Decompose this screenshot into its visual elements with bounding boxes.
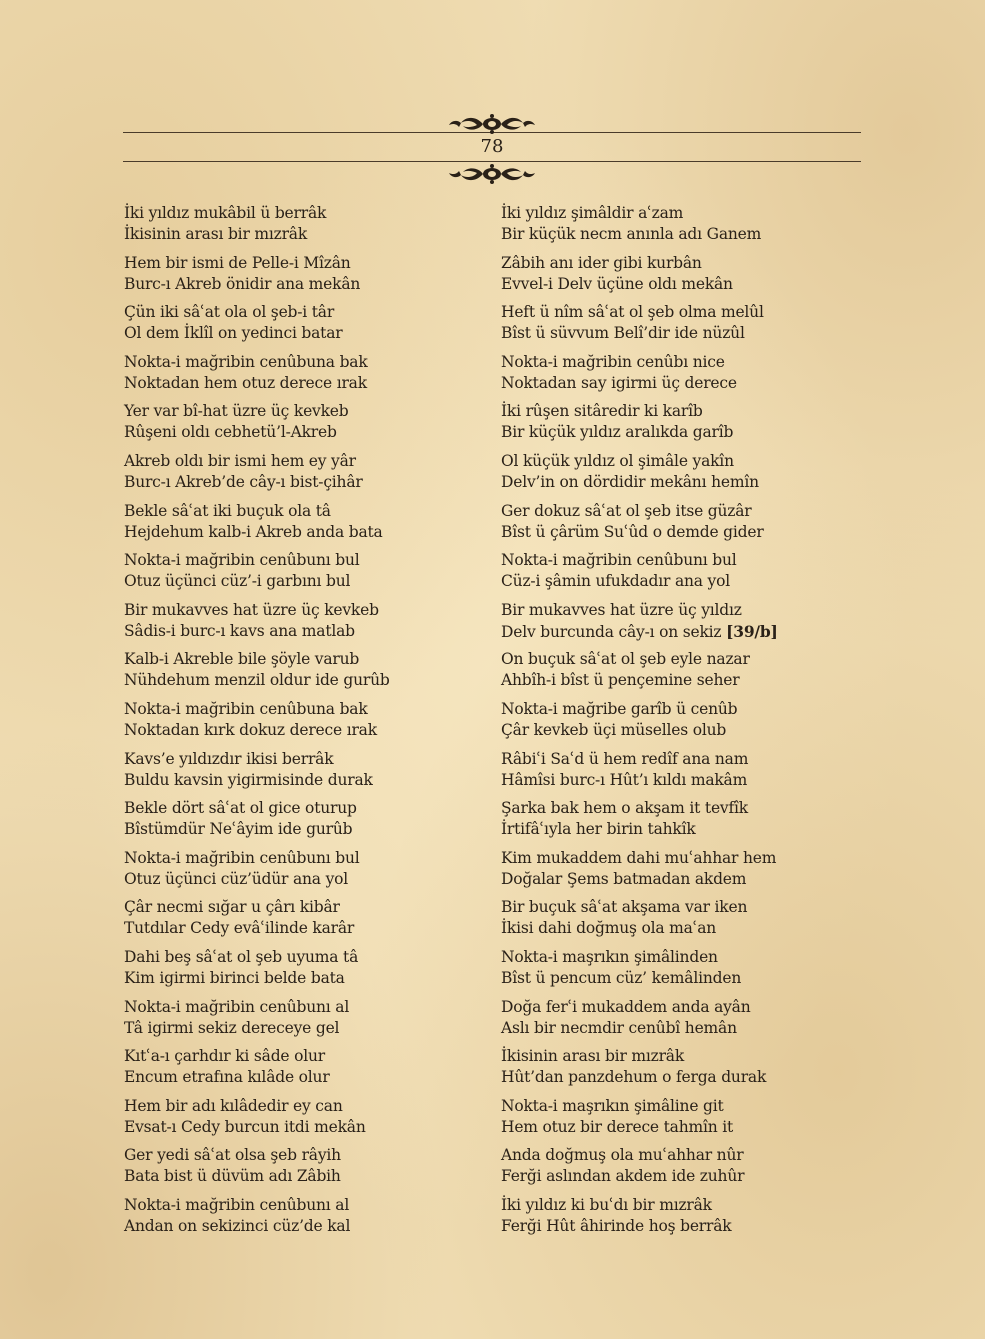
verse-line [124,203,484,224]
verse-couplet [501,302,861,352]
verse-line [124,997,484,1018]
verse-line [501,1195,861,1216]
verse-couplet [124,600,484,650]
verse-couplet [501,749,861,799]
verse-line-text: Nokta-i mağribin cenûbuna bak [124,352,368,371]
verse-line-text: Akreb oldı bir ismi hem ey yâr [124,451,356,470]
verse-line-text: Zâbih anı ider gibi kurbân [501,253,702,272]
verse-line-text: Nokta-i mağribin cenûbunı bul [124,551,360,570]
verse-line [501,203,861,224]
verse-couplet [124,848,484,898]
verse-line-text: Hâmîsi burc-ı Hût’ı kıldı makâm [501,770,748,789]
verse-line [501,571,861,592]
verse-line-text: Ol küçük yıldız ol şimâle yakîn [501,451,734,470]
verse-line [124,670,484,691]
verse-line-text: Hem bir adı kılâdedir ey can [124,1096,343,1115]
verse-line [501,798,861,819]
verse-line-text: Cüz-i şâmin ufukdadır ana yol [501,572,731,591]
verse-couplet [501,352,861,402]
verse-line [501,1046,861,1067]
verse-line-text: Anda doğmuş ola muʿahhar nûr [501,1146,744,1165]
verse-line-text: Kalb-i Akreble bile şöyle varub [124,650,360,669]
verse-line-text: Ger yedi sâʿat olsa şeb râyih [124,1146,341,1165]
verse-couplet [501,699,861,749]
verse-line-text: Çün iki sâʿat ola ol şeb-i târ [124,303,335,322]
verse-line [501,373,861,394]
verse-line [501,1166,861,1187]
verse-line-text: İkisinin arası bir mızrâk [124,225,308,243]
verse-line [124,373,484,394]
verse-line-text: Bir mukavves hat üzre üç kevkeb [124,600,379,619]
verse-line [501,501,861,522]
verse-line-text: Buldu kavsin yigirmisinde durak [124,770,373,789]
verse-line-text: Evsat-ı Cedy burcun itdi mekân [124,1117,366,1136]
verse-line-text: Hem otuz bir derece tahmîn it [501,1117,734,1136]
verse-line-text: Nühdehum menzil oldur ide gurûb [124,671,390,690]
scroll-ornament-icon [447,163,537,185]
verse-line-text: Noktadan hem otuz derece ırak [124,373,367,392]
verse-line [501,918,861,939]
verse-line-text: Burc-ı Akreb’de cây-ı bist-çihâr [124,472,363,491]
verse-line-text: İkisinin arası bir mızrâk [501,1047,685,1066]
verse-line [124,897,484,918]
verse-line [501,401,861,422]
verse-line-text: Bir küçük yıldız aralıkda garîb [501,423,734,442]
verse-line [124,947,484,968]
verse-line [124,571,484,592]
verse-line [124,451,484,472]
verse-line [501,522,861,543]
verse-line-text: Bîst ü çârüm Suʿûd o demde gider [501,522,764,541]
verse-couplet [124,1096,484,1146]
verse-line [501,472,861,493]
verse-line-text: Bir buçuk sâʿat akşama var iken [501,898,748,917]
verse-couplet [501,550,861,600]
verse-couplet [501,897,861,947]
verse-couplet [501,451,861,501]
verse-line-text: Nokta-i mağribin cenûbunı al [124,1195,350,1214]
verse-line-text: Delv’in on dördidir mekânı hemîn [501,472,759,491]
verse-couplet [501,649,861,699]
verse-line [124,1166,484,1187]
verse-line-text: İrtifâʿıyla her birin tahkîk [501,820,696,839]
verse-line [501,720,861,741]
verse-couplet [501,1195,861,1245]
verse-line [501,869,861,890]
verse-couplet [501,501,861,551]
verse-couplet [501,947,861,997]
verse-line [124,274,484,295]
verse-line [501,947,861,968]
verse-line [501,670,861,691]
verse-line-text: Noktadan kırk dokuz derece ırak [124,720,377,739]
verse-couplet [124,203,484,253]
verse-couplet [501,600,861,650]
verse-line-text: Çâr kevkeb üçi müselles olub [501,720,727,739]
verse-line [501,819,861,840]
verse-couplet [501,253,861,303]
verse-line-text: İkisi dahi doğmuş ola maʿan [501,919,717,938]
verse-line [124,522,484,543]
verse-line-text: Noktadan say igirmi üç derece [501,373,737,392]
verse-line-text: Burc-ı Akreb önidir ana mekân [124,274,361,293]
verse-line-text: Sâdis-i burc-ı kavs ana matlab [124,621,355,640]
verse-line-text: Tutdılar Cedy evâʿilinde karâr [124,919,355,938]
verse-couplet [501,203,861,253]
verse-line [501,352,861,373]
verse-line-text: Bîst ü pencum cüz’ kemâlinden [501,968,742,987]
verse-line-text: Tâ igirmi sekiz dereceye gel [124,1018,340,1037]
verse-line-text: Delv burcunda cây-ı on sekiz [501,622,722,641]
verse-line-text: Ferği Hût âhirinde hoş berrâk [501,1216,732,1235]
scroll-ornament-icon [447,113,537,135]
verse-couplet [124,253,484,303]
verse-couplet [501,1046,861,1096]
verse-line-text: Andan on sekizinci cüz’de kal [124,1216,351,1235]
verse-couplet [501,1145,861,1195]
verse-line-text: Ahbîh-i bîst ü pençemine seher [501,671,740,690]
verse-line [501,1067,861,1088]
verse-line [501,968,861,989]
verse-line [501,649,861,670]
verse-line [501,451,861,472]
verse-line-text: İki rûşen sitâredir ki karîb [501,402,703,421]
verse-couplet [124,699,484,749]
verse-line [501,274,861,295]
verse-couplet [501,1096,861,1146]
verse-line [124,1145,484,1166]
verse-line [124,1096,484,1117]
verse-line [124,1046,484,1067]
verse-line-text: Nokta-i mağribin cenûbunı bul [501,551,737,570]
verse-line-text: Bîst ü süvvum Belî’dir ide nüzûl [501,324,745,343]
verse-line [501,749,861,770]
verse-line-text: Otuz üçünci cüz’üdür ana yol [124,869,349,888]
verse-line-text: Hût’dan panzdehum o ferga durak [501,1068,767,1087]
verse-couplet [124,897,484,947]
verse-couplet [124,1145,484,1195]
verse-line-text: Bîstümdür Neʿâyim ide gurûb [124,820,353,839]
verse-line-text: İki yıldız şimâldir aʿzam [501,204,684,222]
verse-line [501,1117,861,1138]
verse-line-text: Yer var bî-hat üzre üç kevkeb [124,402,349,421]
verse-line [124,401,484,422]
verse-line [501,621,861,643]
verse-line [124,720,484,741]
page-number: 78 [480,136,504,157]
verse-line [501,848,861,869]
verse-line [124,550,484,571]
verse-line [501,600,861,621]
verse-couplet [501,997,861,1047]
verse-line [124,224,484,245]
verse-line-text: Nokta-i maşrıkın şimâlinden [501,947,718,966]
verse-line-text: Rûşeni oldı cebhetü’l-Akreb [124,423,337,442]
verse-line [501,897,861,918]
verse-line-text: Kim mukaddem dahi muʿahhar hem [501,848,777,867]
verse-line-text: Nokta-i mağribin cenûbuna bak [124,699,368,718]
verse-line-text: İki yıldız mukâbil ü berrâk [124,204,327,222]
verse-couplet [501,798,861,848]
verse-line-text: Evvel-i Delv üçüne oldı mekân [501,274,733,293]
verse-line [124,968,484,989]
verse-line [124,1067,484,1088]
verse-line-text: Nokta-i mağribin cenûbı nice [501,352,725,371]
verse-couplet [501,848,861,898]
verse-line [501,323,861,344]
verse-couplet [124,302,484,352]
verse-line [124,352,484,373]
verse-line-text: Ferği aslından akdem ide zuhûr [501,1167,745,1186]
verse-couplet [124,451,484,501]
verse-line-text: Dahi beş sâʿat ol şeb uyuma tâ [124,947,359,966]
verse-line [124,472,484,493]
verse-line-text: Bata bist ü düvüm adı Zâbih [124,1167,341,1186]
verse-couplet [124,997,484,1047]
verse-couplet [124,649,484,699]
verse-line [124,699,484,720]
verse-line [501,550,861,571]
verse-line-text: Ger dokuz sâʿat ol şeb itse güzâr [501,501,752,520]
verse-line-text: Çâr necmi sığar u çârı kibâr [124,898,340,917]
verse-line [501,253,861,274]
verse-line [124,749,484,770]
verse-line-text: Doğa ferʿi mukaddem anda ayân [501,997,751,1016]
verse-line [124,501,484,522]
verse-line-text: Bir mukavves hat üzre üç yıldız [501,600,742,619]
verse-line [501,770,861,791]
verse-line-text: On buçuk sâʿat ol şeb eyle nazar [501,650,750,669]
verse-line-text: Bekle sâʿat iki buçuk ola tâ [124,501,331,520]
verse-couplet [124,501,484,551]
verse-line-text: Şarka bak hem o akşam it tevfîk [501,799,748,818]
verse-line [124,918,484,939]
verse-line [501,997,861,1018]
verse-line [501,1145,861,1166]
verse-line-text: Bekle dört sâʿat ol gice oturup [124,799,357,818]
verse-line [501,699,861,720]
verse-couplet [124,401,484,451]
verse-line-text: Encum etrafına kılâde olur [124,1068,330,1087]
verse-line-text: Nokta-i maşrıkın şimâline git [501,1096,724,1115]
verse-line-text: Râbiʿi Saʿd ü hem redîf ana nam [501,749,749,768]
verse-line [124,848,484,869]
verse-line [124,819,484,840]
verse-line [124,1216,484,1237]
verse-line [124,869,484,890]
verse-line-text: Nokta-i mağribin cenûbunı bul [124,848,360,867]
verse-line [501,302,861,323]
verse-line [501,422,861,443]
verse-line [501,1096,861,1117]
verse-line [501,1018,861,1039]
verse-line [501,1216,861,1237]
verse-line [124,323,484,344]
verse-line [124,649,484,670]
folio-marker: [39/b] [726,621,778,641]
verse-line-text: Hem bir ismi de Pelle-i Mîzân [124,253,351,272]
verse-line [124,1195,484,1216]
verse-line-text: Aslı bir necmdir cenûbî hemân [501,1018,737,1037]
verse-couplet [124,947,484,997]
verse-line-text: Ol dem İklîl on yedinci batar [124,324,343,343]
verse-couplet [124,550,484,600]
verse-line-text: Hejdehum kalb-i Akreb anda bata [124,522,383,541]
verse-couplet [124,1195,484,1245]
verse-line [124,1018,484,1039]
verse-line-text: Nokta-i mağribin cenûbunı al [124,997,350,1016]
verse-line [501,224,861,245]
verse-line-text: Heft ü nîm sâʿat ol şeb olma melûl [501,303,764,322]
verse-line-text: Kavs’e yıldızdır ikisi berrâk [124,749,334,768]
verse-couplet [501,401,861,451]
verse-column-left [124,203,484,1244]
verse-couplet [124,749,484,799]
verse-line [124,253,484,274]
verse-line [124,770,484,791]
header-rule-bottom [123,161,861,162]
verse-column-right [501,203,861,1244]
verse-couplet [124,798,484,848]
verse-line [124,1117,484,1138]
verse-line-text: Kıtʿa-ı çarhdır ki sâde olur [124,1047,325,1066]
verse-line-text: Nokta-i mağribe garîb ü cenûb [501,699,738,718]
verse-line [124,600,484,621]
verse-line-text: Otuz üçünci cüz’-i garbını bul [124,572,351,591]
verse-line-text: Kim igirmi birinci belde bata [124,968,345,987]
verse-line-text: Doğalar Şems batmadan akdem [501,869,747,888]
verse-couplet [124,1046,484,1096]
verse-couplet [124,352,484,402]
verse-line [124,798,484,819]
verse-line [124,422,484,443]
verse-line [124,621,484,642]
verse-line-text: İki yıldız ki buʿdı bir mızrâk [501,1195,712,1214]
verse-line [124,302,484,323]
verse-line-text: Bir küçük necm anınla adı Ganem [501,225,762,243]
